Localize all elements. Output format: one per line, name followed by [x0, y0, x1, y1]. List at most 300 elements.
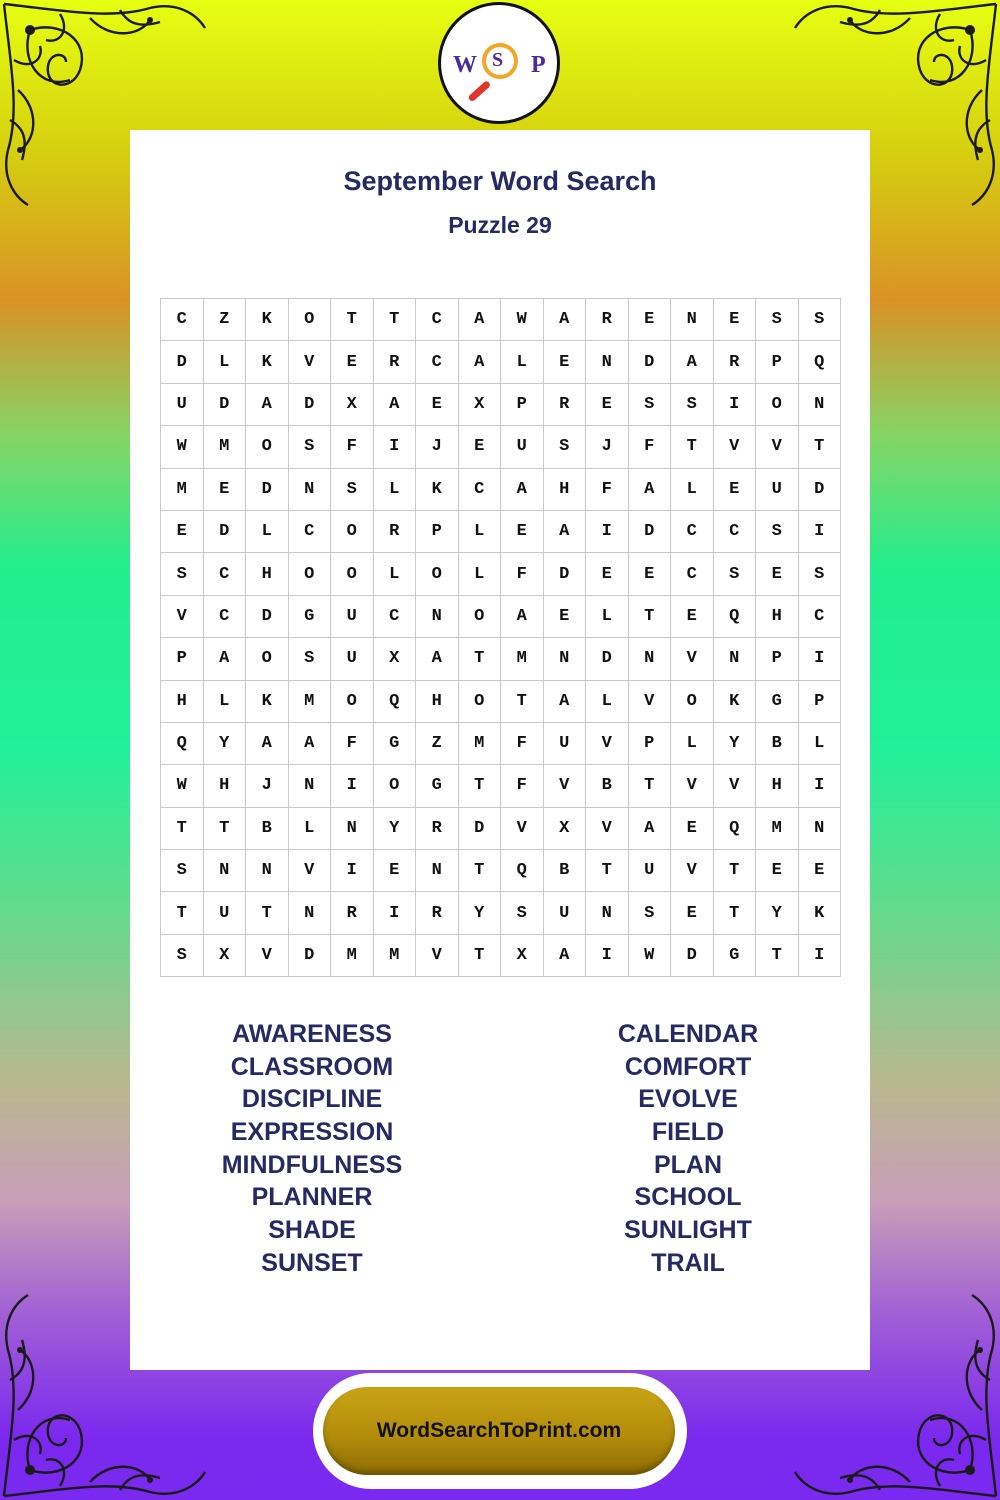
- grid-row: [161, 553, 841, 595]
- grid-cell[interactable]: S: [798, 299, 841, 341]
- grid-cell[interactable]: S: [671, 383, 714, 425]
- grid-cell[interactable]: A: [501, 468, 544, 510]
- grid-cell[interactable]: N: [798, 807, 841, 849]
- grid-cell[interactable]: Y: [373, 807, 416, 849]
- word-list-item: PLAN: [653, 1150, 723, 1179]
- grid-cell[interactable]: U: [331, 638, 374, 680]
- grid-cell[interactable]: U: [203, 892, 246, 934]
- grid-cell[interactable]: T: [586, 850, 629, 892]
- grid-cell[interactable]: L: [373, 468, 416, 510]
- page-title: September Word Search: [343, 166, 657, 196]
- grid-cell[interactable]: K: [246, 341, 289, 383]
- grid-cell[interactable]: C: [416, 341, 459, 383]
- grid-cell[interactable]: V: [501, 807, 544, 849]
- grid-cell[interactable]: H: [756, 595, 799, 637]
- grid-cell[interactable]: L: [798, 722, 841, 764]
- grid-cell[interactable]: A: [288, 722, 331, 764]
- grid-cell[interactable]: I: [373, 892, 416, 934]
- grid-row: [161, 765, 841, 807]
- grid-cell[interactable]: P: [628, 722, 671, 764]
- grid-cell[interactable]: L: [501, 341, 544, 383]
- grid-cell[interactable]: A: [458, 299, 501, 341]
- grid-cell[interactable]: J: [416, 426, 459, 468]
- grid-cell[interactable]: D: [543, 553, 586, 595]
- word-list-item: TRAIL: [651, 1248, 725, 1277]
- grid-cell[interactable]: S: [756, 299, 799, 341]
- grid-cell[interactable]: V: [756, 426, 799, 468]
- grid-cell[interactable]: T: [458, 850, 501, 892]
- grid-cell[interactable]: Q: [161, 722, 204, 764]
- grid-cell[interactable]: V: [288, 850, 331, 892]
- grid-cell[interactable]: H: [246, 553, 289, 595]
- grid-cell[interactable]: H: [543, 468, 586, 510]
- grid-cell[interactable]: M: [373, 934, 416, 976]
- grid-cell[interactable]: E: [671, 595, 714, 637]
- grid-cell[interactable]: P: [416, 510, 459, 552]
- grid-row: [161, 383, 841, 425]
- grid-cell[interactable]: M: [458, 722, 501, 764]
- grid-cell[interactable]: F: [501, 553, 544, 595]
- grid-cell[interactable]: I: [713, 383, 756, 425]
- grid-cell[interactable]: F: [628, 426, 671, 468]
- grid-cell[interactable]: L: [671, 468, 714, 510]
- grid-cell[interactable]: E: [458, 426, 501, 468]
- grid-cell[interactable]: A: [373, 383, 416, 425]
- grid-cell[interactable]: E: [543, 595, 586, 637]
- grid-cell[interactable]: C: [416, 299, 459, 341]
- grid-cell[interactable]: Q: [373, 680, 416, 722]
- grid-cell[interactable]: O: [756, 383, 799, 425]
- grid-cell[interactable]: C: [161, 299, 204, 341]
- grid-cell[interactable]: T: [458, 934, 501, 976]
- grid-cell[interactable]: E: [756, 553, 799, 595]
- grid-cell[interactable]: O: [331, 510, 374, 552]
- grid-cell[interactable]: A: [543, 680, 586, 722]
- grid-cell[interactable]: I: [798, 934, 841, 976]
- grid-cell[interactable]: A: [628, 807, 671, 849]
- grid-cell[interactable]: U: [543, 722, 586, 764]
- grid-cell[interactable]: E: [671, 892, 714, 934]
- grid-cell[interactable]: E: [713, 468, 756, 510]
- grid-cell[interactable]: B: [586, 765, 629, 807]
- word-list-item: CLASSROOM: [230, 1052, 394, 1081]
- word-list-item: SUNSET: [261, 1248, 363, 1277]
- grid-cell[interactable]: T: [713, 892, 756, 934]
- grid-cell[interactable]: L: [586, 595, 629, 637]
- grid-cell[interactable]: S: [501, 892, 544, 934]
- grid-cell[interactable]: T: [161, 807, 204, 849]
- grid-cell[interactable]: P: [798, 680, 841, 722]
- grid-cell[interactable]: L: [203, 341, 246, 383]
- grid-cell[interactable]: V: [161, 595, 204, 637]
- grid-cell[interactable]: V: [671, 765, 714, 807]
- grid-cell[interactable]: E: [713, 299, 756, 341]
- grid-cell[interactable]: O: [331, 680, 374, 722]
- grid-cell[interactable]: S: [543, 426, 586, 468]
- grid-cell[interactable]: V: [586, 807, 629, 849]
- grid-cell[interactable]: X: [458, 383, 501, 425]
- grid-cell[interactable]: I: [798, 765, 841, 807]
- grid-cell[interactable]: U: [161, 383, 204, 425]
- grid-cell[interactable]: D: [203, 510, 246, 552]
- grid-cell[interactable]: U: [628, 850, 671, 892]
- grid-cell[interactable]: H: [203, 765, 246, 807]
- grid-cell[interactable]: C: [373, 595, 416, 637]
- grid-cell[interactable]: B: [543, 850, 586, 892]
- grid-cell[interactable]: T: [161, 892, 204, 934]
- grid-cell[interactable]: O: [416, 553, 459, 595]
- grid-cell[interactable]: L: [288, 807, 331, 849]
- grid-cell[interactable]: X: [501, 934, 544, 976]
- grid-cell[interactable]: V: [246, 934, 289, 976]
- grid-cell[interactable]: D: [628, 341, 671, 383]
- grid-cell[interactable]: S: [288, 426, 331, 468]
- grid-row: [161, 595, 841, 637]
- grid-cell[interactable]: T: [501, 680, 544, 722]
- word-list-item: SUNLIGHT: [624, 1216, 752, 1245]
- grid-cell[interactable]: T: [331, 299, 374, 341]
- grid-cell[interactable]: F: [501, 722, 544, 764]
- grid-cell[interactable]: Q: [798, 341, 841, 383]
- grid-cell[interactable]: R: [331, 892, 374, 934]
- grid-cell[interactable]: N: [203, 850, 246, 892]
- grid-cell[interactable]: Z: [416, 722, 459, 764]
- grid-cell[interactable]: I: [798, 510, 841, 552]
- grid-cell[interactable]: S: [161, 934, 204, 976]
- grid-cell[interactable]: T: [458, 765, 501, 807]
- grid-cell[interactable]: V: [586, 722, 629, 764]
- grid-cell[interactable]: O: [458, 595, 501, 637]
- letter-grid: [160, 298, 841, 977]
- grid-cell[interactable]: M: [331, 934, 374, 976]
- grid-row: [161, 299, 841, 341]
- grid-cell[interactable]: J: [246, 765, 289, 807]
- grid-cell[interactable]: D: [671, 934, 714, 976]
- site-link[interactable]: WordSearchToPrint.com: [376, 1419, 622, 1442]
- grid-cell[interactable]: N: [543, 638, 586, 680]
- grid-cell[interactable]: M: [161, 468, 204, 510]
- grid-cell[interactable]: V: [671, 638, 714, 680]
- grid-cell[interactable]: C: [288, 510, 331, 552]
- word-list-item: EVOLVE: [638, 1085, 738, 1114]
- grid-cell[interactable]: A: [628, 468, 671, 510]
- grid-cell[interactable]: Y: [713, 722, 756, 764]
- grid-cell[interactable]: D: [798, 468, 841, 510]
- grid-row: [161, 680, 841, 722]
- grid-cell[interactable]: V: [628, 680, 671, 722]
- grid-cell[interactable]: Y: [458, 892, 501, 934]
- grid-cell[interactable]: T: [756, 934, 799, 976]
- grid-cell[interactable]: R: [416, 892, 459, 934]
- grid-row: [161, 510, 841, 552]
- grid-cell[interactable]: A: [246, 383, 289, 425]
- grid-cell[interactable]: M: [203, 426, 246, 468]
- grid-cell[interactable]: H: [161, 680, 204, 722]
- grid-row: [161, 426, 841, 468]
- grid-cell[interactable]: I: [586, 934, 629, 976]
- grid-cell[interactable]: U: [543, 892, 586, 934]
- grid-cell[interactable]: N: [671, 299, 714, 341]
- grid-cell[interactable]: T: [798, 426, 841, 468]
- grid-cell[interactable]: D: [161, 341, 204, 383]
- grid-cell[interactable]: N: [288, 765, 331, 807]
- grid-cell[interactable]: C: [798, 595, 841, 637]
- grid-cell[interactable]: K: [246, 299, 289, 341]
- grid-cell[interactable]: P: [161, 638, 204, 680]
- grid-cell[interactable]: F: [586, 468, 629, 510]
- grid-cell[interactable]: E: [628, 553, 671, 595]
- grid-cell[interactable]: V: [416, 934, 459, 976]
- grid-cell[interactable]: R: [373, 510, 416, 552]
- grid-cell[interactable]: C: [458, 468, 501, 510]
- grid-cell[interactable]: U: [331, 595, 374, 637]
- grid-cell[interactable]: P: [756, 341, 799, 383]
- grid-cell[interactable]: W: [161, 765, 204, 807]
- grid-cell[interactable]: L: [458, 510, 501, 552]
- grid-cell[interactable]: A: [246, 722, 289, 764]
- puzzle-number: Puzzle 29: [448, 212, 552, 238]
- grid-cell[interactable]: D: [628, 510, 671, 552]
- word-list-item: SHADE: [268, 1216, 356, 1245]
- grid-cell[interactable]: O: [671, 680, 714, 722]
- grid-cell[interactable]: E: [203, 468, 246, 510]
- grid-cell[interactable]: O: [331, 553, 374, 595]
- grid-cell[interactable]: G: [713, 934, 756, 976]
- grid-cell[interactable]: E: [161, 510, 204, 552]
- grid-cell[interactable]: C: [203, 595, 246, 637]
- grid-cell[interactable]: E: [756, 850, 799, 892]
- grid-cell[interactable]: R: [586, 299, 629, 341]
- grid-cell[interactable]: C: [671, 510, 714, 552]
- grid-cell[interactable]: T: [628, 765, 671, 807]
- grid-cell[interactable]: U: [501, 426, 544, 468]
- grid-cell[interactable]: P: [501, 383, 544, 425]
- grid-cell[interactable]: K: [246, 680, 289, 722]
- grid-cell[interactable]: Z: [203, 299, 246, 341]
- grid-cell[interactable]: L: [586, 680, 629, 722]
- grid-cell[interactable]: E: [586, 383, 629, 425]
- grid-cell[interactable]: M: [288, 680, 331, 722]
- grid-row: [161, 850, 841, 892]
- grid-cell[interactable]: G: [416, 765, 459, 807]
- grid-cell[interactable]: N: [246, 850, 289, 892]
- grid-cell[interactable]: P: [756, 638, 799, 680]
- grid-cell[interactable]: O: [288, 299, 331, 341]
- footer-pill[interactable]: [323, 1387, 675, 1475]
- grid-cell[interactable]: I: [331, 765, 374, 807]
- word-list-right: [538, 1018, 838, 1280]
- grid-cell[interactable]: A: [203, 638, 246, 680]
- grid-cell[interactable]: I: [798, 638, 841, 680]
- grid-cell[interactable]: L: [246, 510, 289, 552]
- grid-cell[interactable]: S: [756, 510, 799, 552]
- grid-cell[interactable]: E: [331, 341, 374, 383]
- grid-cell[interactable]: W: [161, 426, 204, 468]
- grid-cell[interactable]: L: [373, 553, 416, 595]
- grid-cell[interactable]: F: [331, 722, 374, 764]
- grid-cell[interactable]: D: [458, 807, 501, 849]
- grid-cell[interactable]: X: [373, 638, 416, 680]
- grid-cell[interactable]: B: [756, 722, 799, 764]
- grid-cell[interactable]: S: [161, 850, 204, 892]
- grid-cell[interactable]: E: [373, 850, 416, 892]
- grid-cell[interactable]: S: [713, 553, 756, 595]
- grid-cell[interactable]: I: [586, 510, 629, 552]
- grid-cell[interactable]: O: [288, 553, 331, 595]
- grid-cell[interactable]: D: [246, 468, 289, 510]
- grid-cell[interactable]: L: [671, 722, 714, 764]
- grid-cell[interactable]: G: [288, 595, 331, 637]
- grid-cell[interactable]: L: [203, 680, 246, 722]
- grid-cell[interactable]: E: [416, 383, 459, 425]
- grid-row: [161, 892, 841, 934]
- grid-cell[interactable]: N: [628, 638, 671, 680]
- grid-cell[interactable]: V: [671, 850, 714, 892]
- grid-cell[interactable]: A: [543, 510, 586, 552]
- grid-cell[interactable]: N: [416, 595, 459, 637]
- logo-letter-p: P: [531, 52, 546, 78]
- grid-cell[interactable]: O: [458, 680, 501, 722]
- grid-cell[interactable]: V: [288, 341, 331, 383]
- grid-cell[interactable]: F: [331, 426, 374, 468]
- grid-cell[interactable]: E: [586, 553, 629, 595]
- grid-cell[interactable]: Q: [501, 850, 544, 892]
- grid-cell[interactable]: E: [671, 807, 714, 849]
- grid-cell[interactable]: M: [501, 638, 544, 680]
- grid-cell[interactable]: N: [331, 807, 374, 849]
- grid-cell[interactable]: N: [586, 892, 629, 934]
- puzzle-card: [130, 130, 870, 1370]
- grid-cell[interactable]: G: [756, 680, 799, 722]
- grid-cell[interactable]: T: [671, 426, 714, 468]
- grid-cell[interactable]: G: [373, 722, 416, 764]
- grid-cell[interactable]: T: [458, 638, 501, 680]
- grid-cell[interactable]: F: [501, 765, 544, 807]
- grid-cell[interactable]: A: [671, 341, 714, 383]
- grid-cell[interactable]: T: [203, 807, 246, 849]
- grid-cell[interactable]: N: [713, 638, 756, 680]
- grid-cell[interactable]: T: [628, 595, 671, 637]
- grid-cell[interactable]: B: [246, 807, 289, 849]
- grid-cell[interactable]: E: [798, 850, 841, 892]
- grid-cell[interactable]: Y: [203, 722, 246, 764]
- grid-cell[interactable]: C: [713, 510, 756, 552]
- grid-cell[interactable]: T: [246, 892, 289, 934]
- grid-cell[interactable]: S: [628, 892, 671, 934]
- grid-cell[interactable]: R: [713, 341, 756, 383]
- grid-cell[interactable]: D: [203, 383, 246, 425]
- grid-cell[interactable]: W: [628, 934, 671, 976]
- grid-cell[interactable]: A: [543, 934, 586, 976]
- grid-cell[interactable]: D: [586, 638, 629, 680]
- grid-cell[interactable]: E: [543, 341, 586, 383]
- grid-cell[interactable]: T: [373, 299, 416, 341]
- grid-cell[interactable]: V: [543, 765, 586, 807]
- word-list-item: FIELD: [651, 1118, 725, 1147]
- word-list-left: [162, 1018, 462, 1280]
- grid-cell[interactable]: R: [543, 383, 586, 425]
- grid-cell[interactable]: O: [246, 426, 289, 468]
- word-list-item: CALENDAR: [617, 1020, 759, 1048]
- grid-cell[interactable]: X: [331, 383, 374, 425]
- grid-cell[interactable]: I: [331, 850, 374, 892]
- grid-cell[interactable]: H: [756, 765, 799, 807]
- grid-row: [161, 638, 841, 680]
- grid-cell[interactable]: V: [713, 765, 756, 807]
- grid-cell[interactable]: N: [586, 341, 629, 383]
- grid-cell[interactable]: Q: [713, 807, 756, 849]
- word-list-item: MINDFULNESS: [221, 1150, 403, 1179]
- grid-cell[interactable]: D: [246, 595, 289, 637]
- grid-cell[interactable]: K: [713, 680, 756, 722]
- grid-cell[interactable]: S: [161, 553, 204, 595]
- grid-cell[interactable]: H: [416, 680, 459, 722]
- grid-cell[interactable]: N: [288, 468, 331, 510]
- grid-cell[interactable]: D: [288, 934, 331, 976]
- grid-cell[interactable]: A: [458, 341, 501, 383]
- grid-cell[interactable]: R: [373, 341, 416, 383]
- wsp-logo[interactable]: [438, 2, 560, 124]
- grid-cell[interactable]: S: [628, 383, 671, 425]
- grid-cell[interactable]: A: [501, 595, 544, 637]
- grid-cell[interactable]: N: [288, 892, 331, 934]
- grid-cell[interactable]: M: [756, 807, 799, 849]
- grid-cell[interactable]: C: [671, 553, 714, 595]
- grid-cell[interactable]: J: [586, 426, 629, 468]
- grid-row: [161, 468, 841, 510]
- grid-row: [161, 934, 841, 976]
- grid-cell[interactable]: O: [373, 765, 416, 807]
- word-list-item: AWARENESS: [232, 1020, 392, 1048]
- grid-cell[interactable]: E: [501, 510, 544, 552]
- grid-cell[interactable]: X: [543, 807, 586, 849]
- grid-row: [161, 807, 841, 849]
- grid-cell[interactable]: X: [203, 934, 246, 976]
- logo-letter-s: S: [492, 49, 504, 71]
- grid-cell[interactable]: Q: [713, 595, 756, 637]
- grid-cell[interactable]: K: [798, 892, 841, 934]
- grid-cell[interactable]: T: [713, 850, 756, 892]
- grid-cell[interactable]: A: [543, 299, 586, 341]
- logo-letter-w: W: [453, 52, 477, 78]
- grid-cell[interactable]: K: [416, 468, 459, 510]
- grid-cell[interactable]: S: [288, 638, 331, 680]
- grid-cell[interactable]: R: [416, 807, 459, 849]
- grid-cell[interactable]: N: [416, 850, 459, 892]
- grid-cell[interactable]: V: [713, 426, 756, 468]
- grid-cell[interactable]: D: [288, 383, 331, 425]
- grid-cell[interactable]: N: [798, 383, 841, 425]
- grid-cell[interactable]: I: [373, 426, 416, 468]
- grid-cell[interactable]: Y: [756, 892, 799, 934]
- word-list-item: DISCIPLINE: [241, 1085, 383, 1114]
- grid-row: [161, 722, 841, 764]
- footer-badge[interactable]: [313, 1373, 687, 1489]
- grid-cell[interactable]: C: [203, 553, 246, 595]
- grid-cell[interactable]: S: [798, 553, 841, 595]
- word-list-item: EXPRESSION: [230, 1118, 394, 1147]
- grid-cell[interactable]: S: [331, 468, 374, 510]
- grid-cell[interactable]: A: [416, 638, 459, 680]
- grid-cell[interactable]: L: [458, 553, 501, 595]
- grid-cell[interactable]: W: [501, 299, 544, 341]
- grid-cell[interactable]: U: [756, 468, 799, 510]
- grid-cell[interactable]: O: [246, 638, 289, 680]
- grid-cell[interactable]: E: [628, 299, 671, 341]
- word-list-item: PLANNER: [251, 1183, 373, 1212]
- grid-row: [161, 341, 841, 383]
- word-list-item: COMFORT: [624, 1052, 752, 1081]
